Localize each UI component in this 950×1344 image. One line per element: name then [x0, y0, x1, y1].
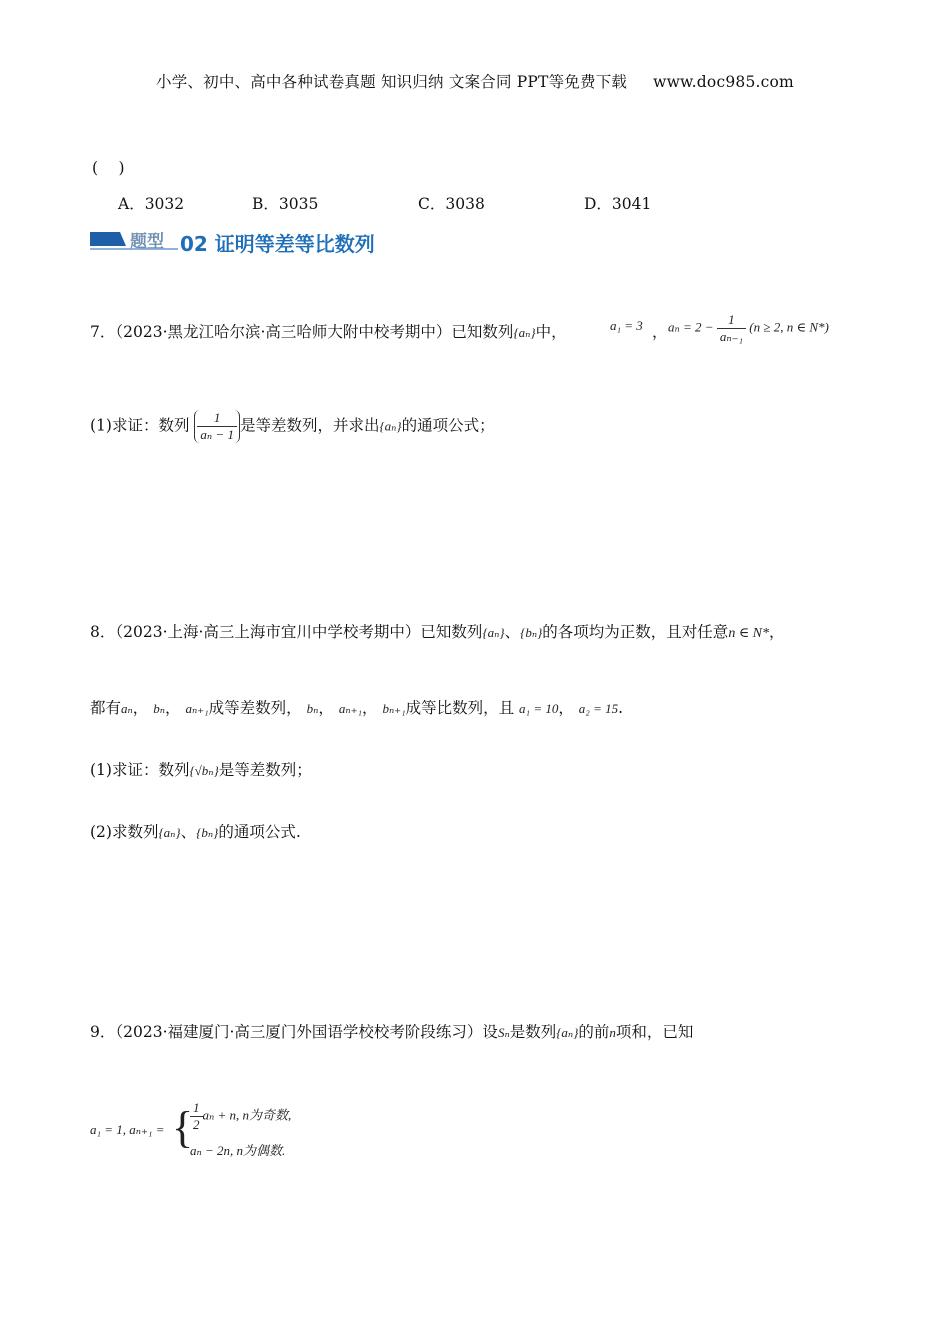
q8-seq-b: {bₙ} [520, 625, 543, 640]
q9-n: n [609, 1025, 616, 1040]
section-title: 02 证明等差等比数列 [180, 232, 375, 256]
q7-formula-num: 1 [717, 312, 746, 329]
q8-line2-pre: 都有 [90, 699, 122, 717]
q9-end: 项和，已知 [615, 1023, 694, 1041]
q7-mid: 中， [535, 323, 567, 341]
q8-part2-sep: 、 [180, 823, 197, 841]
q7-part1-mid: 是等差数列，并求出 [239, 416, 380, 435]
q9-line1 [90, 1020, 693, 1042]
q8-a2: a₂ = 15 [578, 701, 619, 716]
section-badge [90, 226, 180, 252]
q8-line1 [90, 620, 785, 642]
q9-number: 9． [90, 1023, 116, 1041]
q8-line1-post: 的各项均为正数，且对任意 [542, 623, 729, 641]
q9-source: （2023·福建厦门·高三厦门外国语学校校考阶段练习）设 [115, 1023, 498, 1041]
q9-mid2: 的前 [578, 1023, 610, 1041]
option-a: A．3032 [118, 195, 185, 213]
q8-part1-post: 是等差数列； [218, 761, 312, 779]
option-c: C．3038 [418, 195, 485, 213]
q8-bn-2: bₙ [306, 701, 319, 716]
q8-source: （2023·上海·高三上海市宜川中学校考期中）已知数列 [115, 623, 483, 641]
section-badge-text: 题型 [130, 232, 164, 252]
q7-seq-a: {aₙ} [513, 325, 536, 340]
q9-case1-frac [190, 1100, 203, 1133]
q8-comma-1: ， [132, 699, 149, 717]
q8-end: . [618, 699, 624, 717]
q9-case2: aₙ − 2n, n为偶数. [190, 1143, 286, 1158]
q9-brace-icon: { [172, 1103, 194, 1152]
q8-part1-pre: (1)求证：数列 [90, 761, 190, 779]
option-b: B．3035 [252, 195, 319, 213]
q8-part2-seq-b: {bₙ} [196, 825, 219, 840]
q9-case1-num: 1 [190, 1100, 203, 1117]
q8-comma-2: ， [165, 699, 181, 717]
q7-part1-seq: {aₙ} [379, 418, 402, 434]
q8-an1-2: aₙ₊₁ [338, 701, 362, 716]
q8-cond: n ∈ N* [728, 626, 770, 641]
q8-part2-post: 的通项公式. [218, 823, 301, 841]
q8-bn: bₙ [153, 701, 166, 716]
q9-case1 [190, 1100, 291, 1133]
q8-part1-seq: {√bₙ} [189, 763, 219, 778]
q8-part2-pre: (2)求数列 [90, 823, 159, 841]
q9-case1-rest: aₙ + n, n为奇数, [202, 1107, 292, 1123]
q7-formula [668, 312, 829, 345]
q7-formula-lhs: aₙ = 2 − [668, 319, 714, 335]
q9-mid1: 是数列 [509, 1023, 557, 1041]
q7-part1-post: 的通项公式； [401, 416, 495, 435]
q7-formula-cond: (n ≥ 2, n ∈ N*) [749, 319, 829, 335]
q8-number: 8． [90, 623, 116, 641]
q8-comma-5: ， [558, 699, 574, 717]
answer-paren: ( ) [92, 159, 125, 177]
q7-formula-frac [717, 312, 746, 345]
option-d: D．3041 [584, 195, 652, 213]
q8-part1 [90, 758, 312, 780]
page-header [0, 70, 950, 92]
q8-line2 [90, 696, 623, 718]
q7-source: （2023·黑龙江哈尔滨·高三哈师大附中校考期中）已知数列 [115, 323, 514, 341]
q7-part1-frac-num: 1 [197, 410, 237, 427]
q7-part1-frac-den: aₙ − 1 [200, 427, 234, 442]
q8-part2 [90, 820, 301, 842]
q8-an: aₙ [121, 701, 133, 716]
q7-part1-pre: (1)求证：数列 [90, 416, 190, 435]
q7-line1 [90, 320, 567, 342]
q8-sep: 、 [504, 623, 521, 641]
q8-line1-end: ， [769, 623, 785, 641]
q9-sn: Sₙ [497, 1025, 510, 1040]
header-text: 小学、初中、高中各种试卷真题 知识归纳 文案合同 PPT等免费下载 [156, 73, 628, 91]
q8-part2-seq-a: {aₙ} [158, 825, 181, 840]
q8-bn1: bₙ₊₁ [382, 701, 406, 716]
q8-a1: a₁ = 10 [519, 701, 559, 716]
q8-an1: aₙ₊₁ [185, 701, 209, 716]
q7-formula-den: aₙ₋₁ [719, 329, 743, 344]
q7-comma: ， [652, 323, 668, 341]
q8-line2-geo: 成等比数列，且 [405, 699, 515, 717]
q9-case1-den: 2 [193, 1117, 200, 1132]
q7-part1-frac [194, 410, 240, 443]
q9-lhs: a₁ = 1, aₙ₊₁ = [90, 1122, 165, 1137]
q8-comma-4: ， [361, 699, 378, 717]
q8-seq-a: {aₙ} [482, 625, 505, 640]
q7-number: 7． [90, 323, 116, 341]
q7-a1: a₁ = 3 [610, 318, 643, 333]
q7-part1 [90, 410, 495, 443]
q8-line2-arith: 成等差数列， [208, 699, 302, 717]
header-site[interactable]: www.doc985.com [653, 73, 794, 91]
q8-comma-3: ， [318, 699, 334, 717]
q9-seq-a: {aₙ} [556, 1025, 579, 1040]
